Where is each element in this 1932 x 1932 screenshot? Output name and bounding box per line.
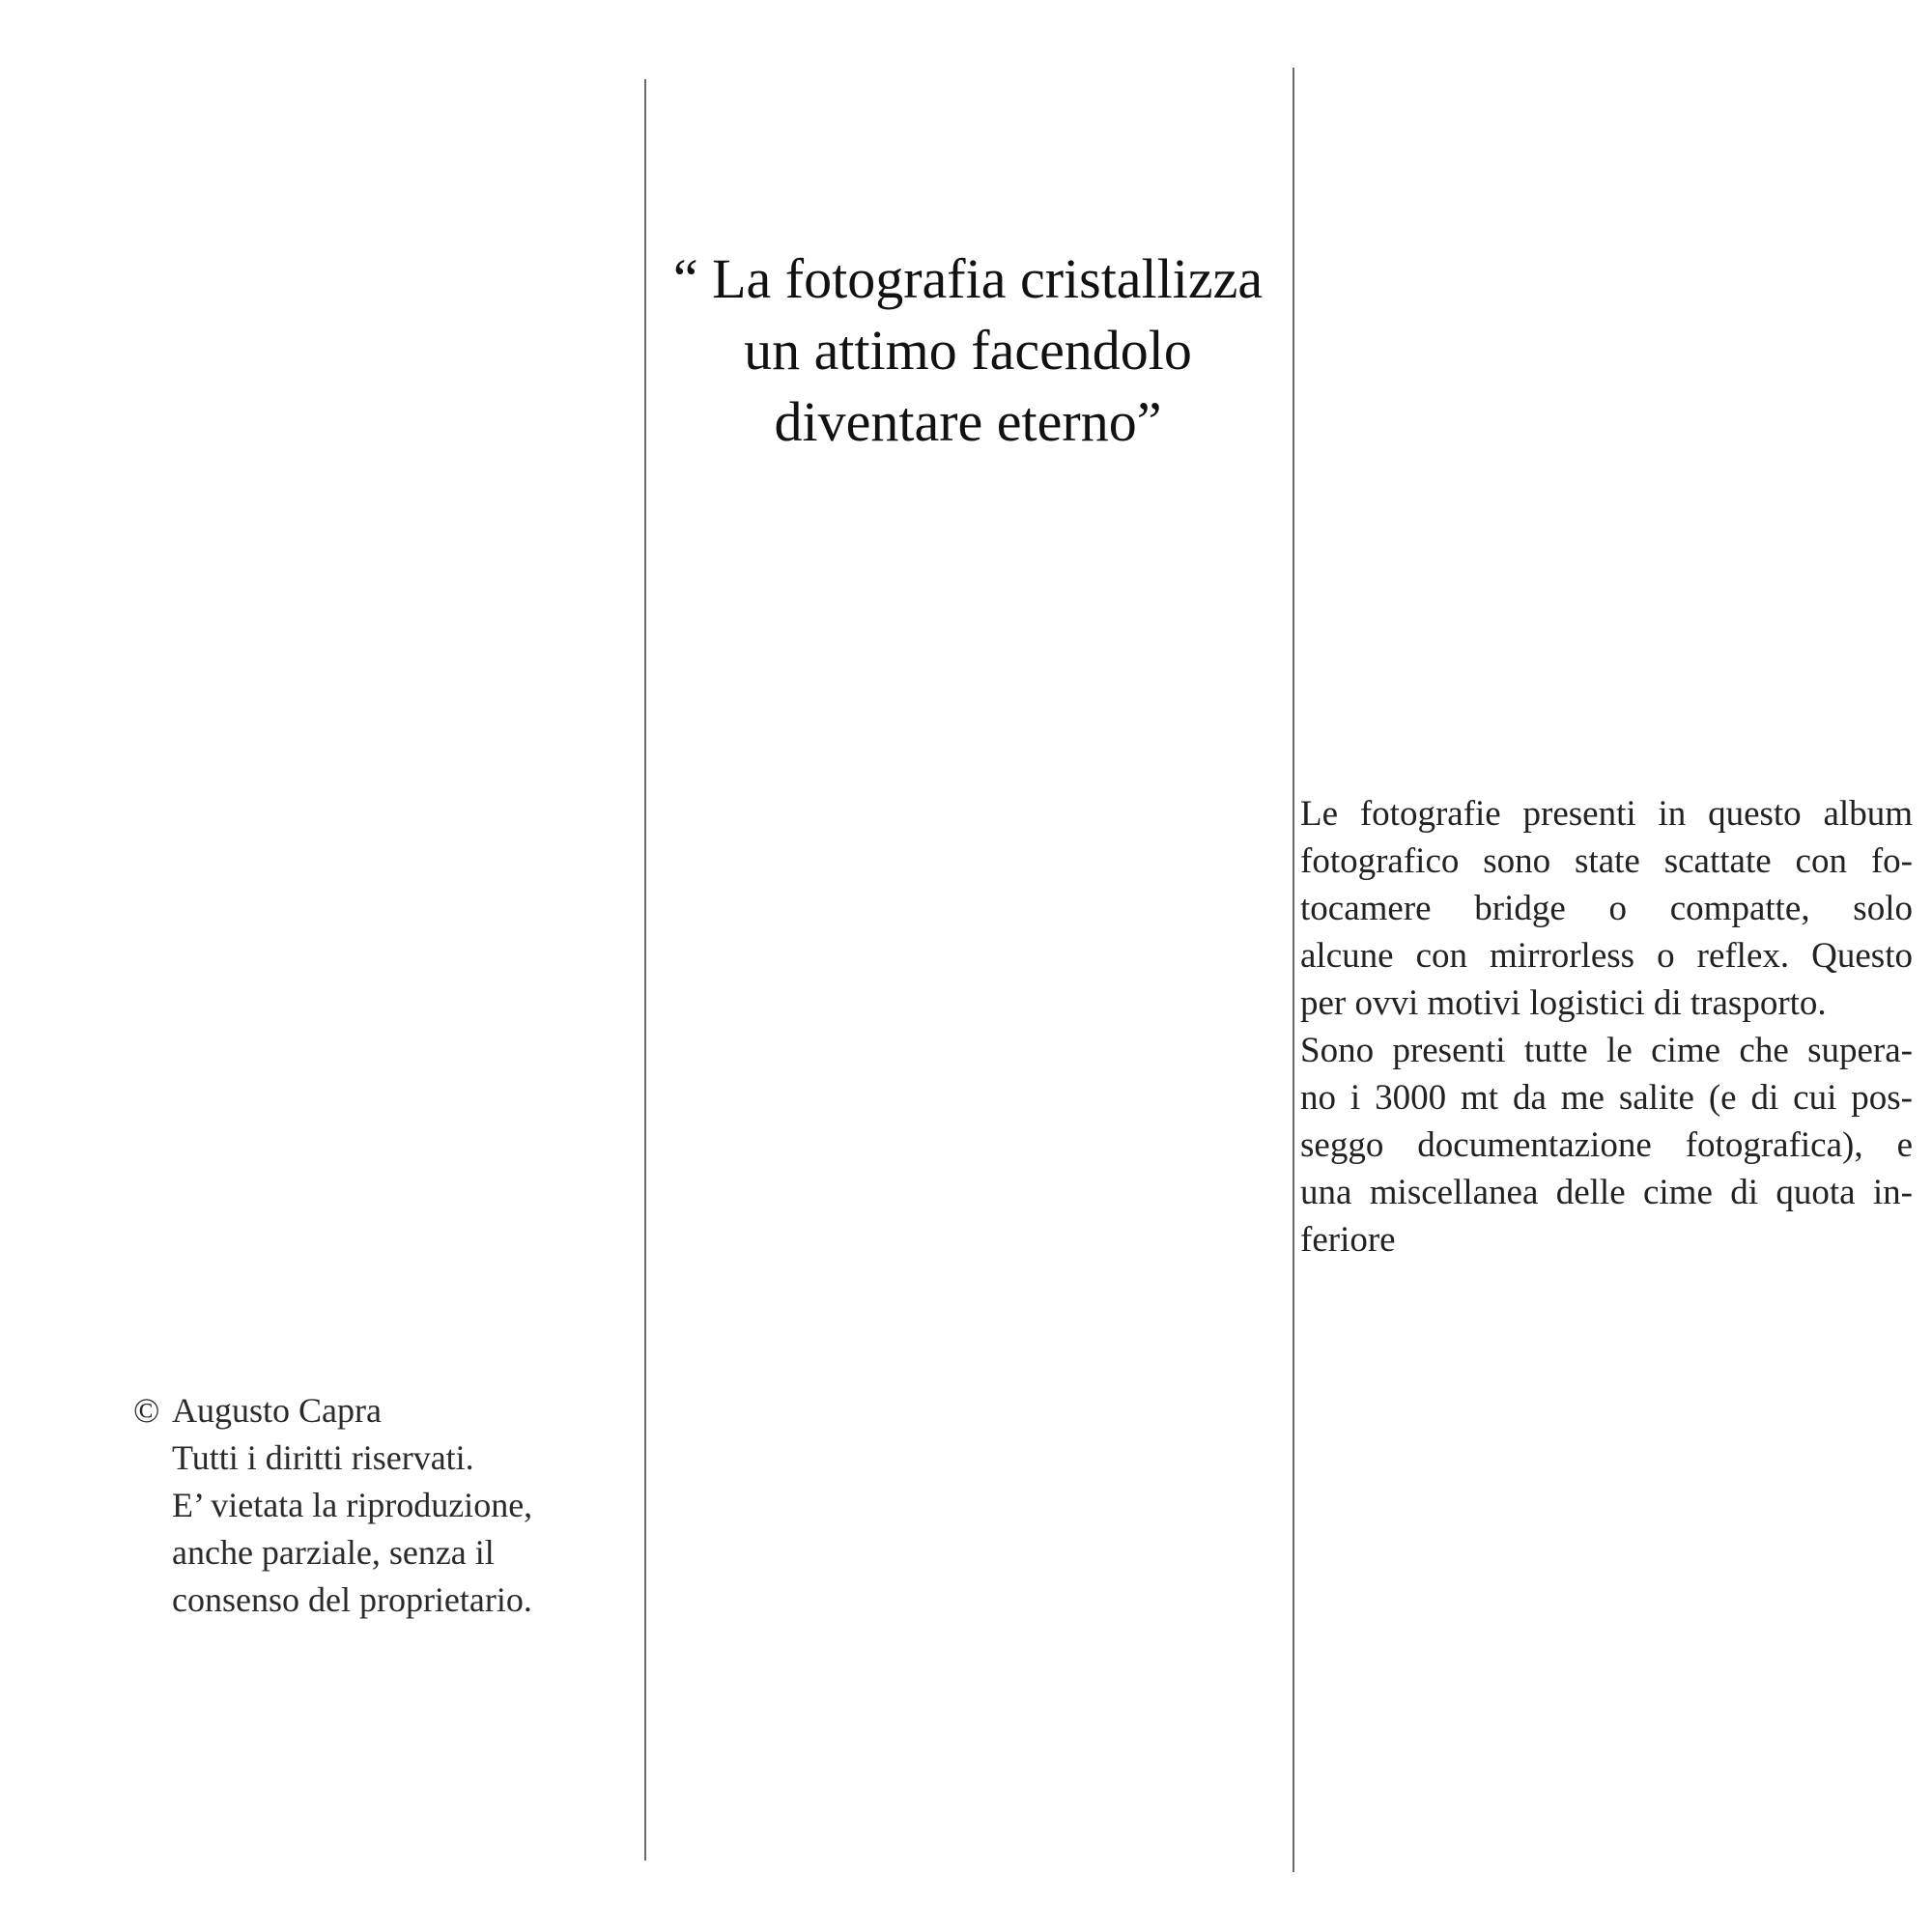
copyright-line: consenso del proprietario. xyxy=(172,1580,532,1619)
description-line: per ovvi motivi logistici di trasporto. xyxy=(1300,983,1827,1023)
copyright-symbol: © xyxy=(133,1391,160,1430)
copyright-line: anche parziale, senza il xyxy=(172,1533,495,1572)
right-column-divider xyxy=(1293,68,1294,1872)
copyright-owner: Augusto Capra xyxy=(172,1391,382,1430)
copyright-owner-row xyxy=(133,1387,616,1435)
description-line: Sono presenti tutte le cime che supera- xyxy=(1300,1031,1913,1070)
description-line: fotografico sono state scattate con fo- xyxy=(1300,841,1913,881)
quote-line: “ La fotografia cristallizza xyxy=(672,247,1264,310)
copyright-line: E’ vietata la riproduzione, xyxy=(172,1486,533,1524)
left-column-divider xyxy=(644,79,646,1861)
description-line: tocamere bridge o compatte, solo xyxy=(1300,889,1913,928)
quote-line: diventare eterno” xyxy=(774,390,1162,453)
description-line: feriore xyxy=(1300,1220,1396,1260)
description-line: Le fotografie presenti in questo album xyxy=(1300,794,1913,834)
copyright-line: Tutti i diritti riservati. xyxy=(172,1438,474,1477)
quote-line: un attimo facendolo xyxy=(744,319,1192,382)
copyright-notice xyxy=(133,1387,616,1624)
description-line: no i 3000 mt da me salite (e di cui pos- xyxy=(1300,1078,1913,1118)
description-line: seggo documentazione fotografica), e xyxy=(1300,1125,1913,1165)
description-line: una miscellanea delle cime di quota in- xyxy=(1300,1173,1913,1212)
description-line: alcune con mirrorless o reflex. Questo xyxy=(1300,936,1913,976)
quote-block xyxy=(649,243,1287,458)
album-description xyxy=(1300,790,1913,1264)
